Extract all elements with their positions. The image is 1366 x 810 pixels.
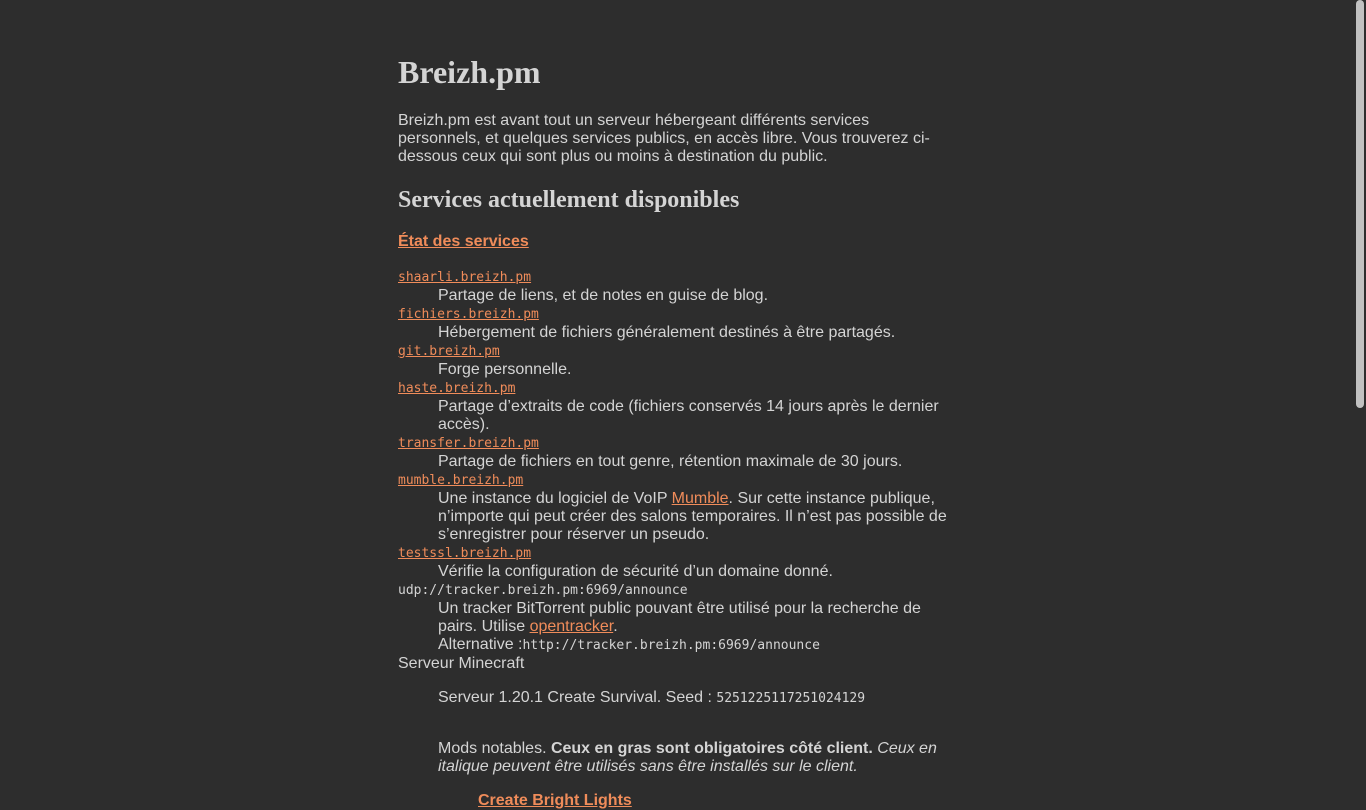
page-title: Breizh.pm [398,54,541,90]
service-link-fichiers[interactable]: fichiers.breizh.pm [398,307,539,322]
services-list [398,268,956,810]
service-description [438,490,956,544]
service-term [398,342,956,361]
service-term [398,544,956,563]
service-term [398,379,956,398]
service-link-testssl[interactable]: testssl.breizh.pm [398,546,532,561]
service-link-shaarli[interactable]: shaarli.breizh.pm [398,270,532,285]
service-term [398,434,956,453]
minecraft-description [438,673,956,810]
services-heading: Services actuellement disponibles [398,187,740,213]
service-description: Partage de liens, et de notes en guise de blog. [438,287,769,304]
service-term [398,471,956,490]
tracker-alt-url: http://tracker.breizh.pm:6969/announce [522,638,820,653]
service-link-git[interactable]: git.breizh.pm [398,344,500,359]
scrollbar-thumb[interactable] [1356,0,1364,408]
opentracker-link[interactable]: opentracker [529,618,614,635]
service-description: Hébergement de fichiers généralement destinés à être partagés. [438,324,896,341]
services-status-link[interactable]: État des services [398,233,529,250]
service-link-transfer[interactable]: transfer.breizh.pm [398,436,539,451]
mumble-desc-before: Une instance du logiciel de VoIP [438,490,672,507]
service-description: Forge personnelle. [438,361,572,378]
service-term [398,305,956,324]
mumble-link[interactable]: Mumble [671,490,729,507]
mods-required-note: Ceux en gras sont obligatoires côté client. [550,740,873,757]
service-link-haste[interactable]: haste.breizh.pm [398,381,516,396]
tracker-desc-after: . [613,618,618,635]
minecraft-server-text: Serveur 1.20.1 Create Survival. Seed : [438,689,717,706]
service-description: Partage de fichiers en tout genre, rétention maximale de 30 jours. [438,453,903,470]
mumble-desc-after: . Sur cette instance publique, n’importe qui peut créer des salons temporaires. Il n’est pas possible de s’enregistrer pour réserver un pseudo. [438,490,947,543]
service-description: Vérifie la configuration de sécurité d’un domaine donné. [438,563,833,580]
service-description: Partage d’extraits de code (fichiers conservés 14 jours après le dernier accès). [438,398,939,433]
service-link-mumble[interactable]: mumble.breizh.pm [398,473,524,488]
mods-optional-note: Ceux en italique peuvent être utilisés sans être installés sur le client. [438,740,937,775]
minecraft-seed: 5251225117251024129 [716,691,866,706]
tracker-desc-before: Un tracker BitTorrent public pouvant être utilisé pour la recherche de pairs. Utilise [438,600,921,635]
service-term [398,268,956,287]
service-term [398,581,956,600]
minecraft-term: Serveur Minecraft [398,655,525,672]
mod-link-partial[interactable]: Create Bright Lights [478,792,632,809]
vertical-scrollbar[interactable] [1354,0,1366,768]
intro-paragraph: Breizh.pm est avant tout un serveur hébergeant différents services personnels, et quelques services publics, en accès libre. Vous trouverez ci-dessous ceux qui sont plus ou moins à destination du public. [398,112,930,165]
tracker-url: udp://tracker.breizh.pm:6969/announce [398,583,688,598]
mods-intro: Mods notables. [438,740,551,757]
tracker-alt-label: Alternative : [438,636,523,653]
service-description [438,600,956,655]
